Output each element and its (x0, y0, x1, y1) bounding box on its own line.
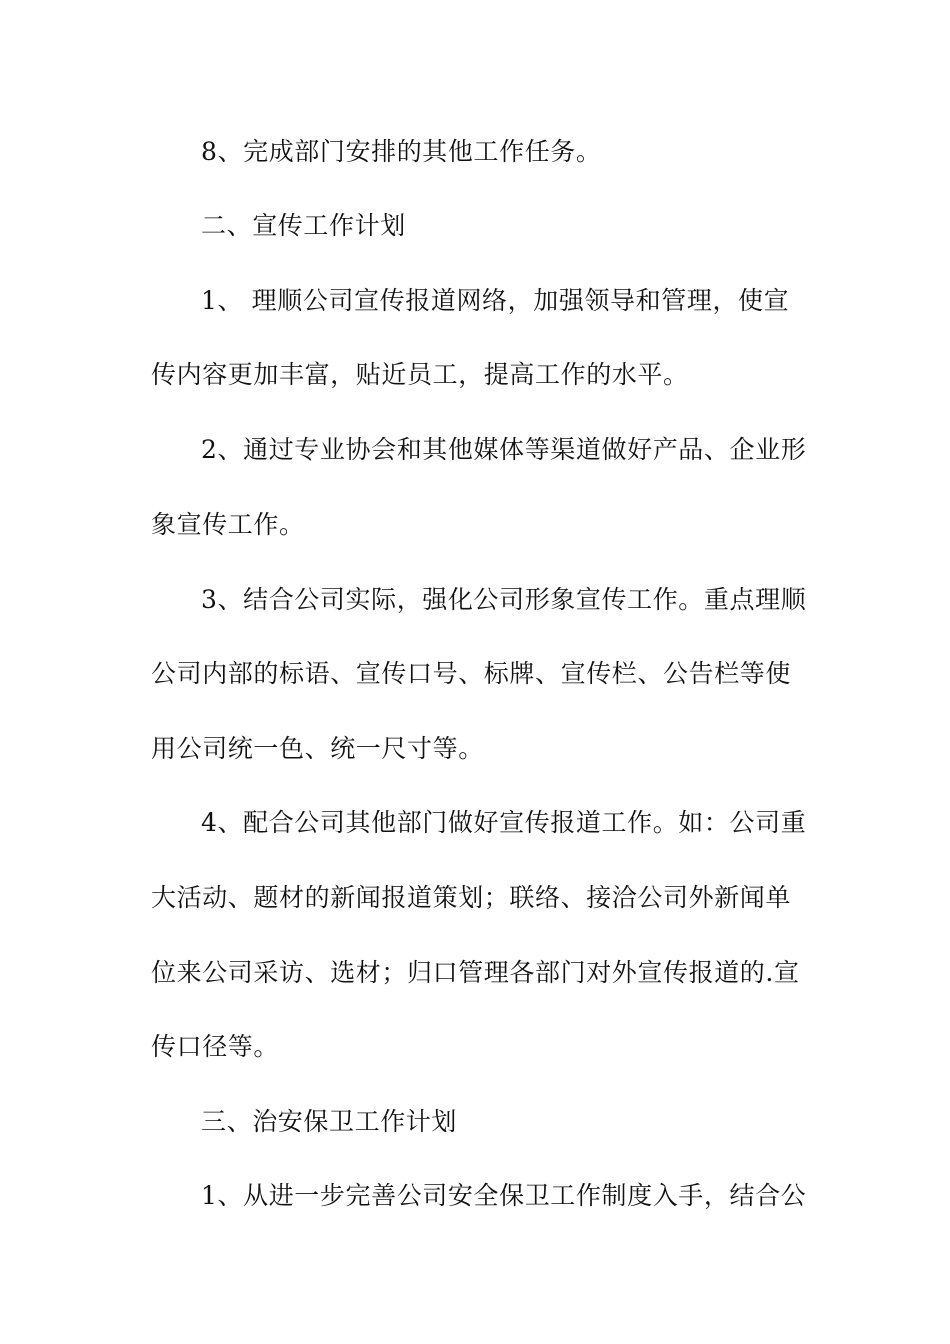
paragraph-line: 4、配合公司其他部门做好宣传报道工作。如：公司重 (201, 808, 807, 837)
paragraph-line: 传口径等。 (151, 1032, 280, 1061)
paragraph-line: 3、结合公司实际，强化公司形象宣传工作。重点理顺 (201, 585, 807, 614)
paragraph-line: 1、从进一步完善公司安全保卫工作制度入手，结合公 (201, 1181, 807, 1210)
paragraph-item-8: 8、完成部门安排的其他工作任务。 (201, 137, 602, 166)
paragraph-line: 象宣传工作。 (151, 510, 305, 539)
section-heading-security: 三、治安保卫工作计划 (201, 1107, 458, 1136)
paragraph-line: 公司内部的标语、宣传口号、标牌、宣传栏、公告栏等使 (151, 659, 792, 688)
paragraph-line: 传内容更加丰富，贴近员工，提高工作的水平。 (151, 360, 689, 389)
paragraph-line: 位来公司采访、选材；归口管理各部门对外宣传报道的.宣 (151, 958, 800, 987)
paragraph-line: 1、 理顺公司宣传报道网络，加强领导和管理，使宣 (201, 286, 790, 315)
paragraph-line: 用公司统一色、统一尺寸等。 (151, 734, 484, 763)
paragraph-line: 2、通过专业协会和其他媒体等渠道做好产品、企业形 (201, 435, 807, 464)
paragraph-line: 大活动、题材的新闻报道策划；联络、接洽公司外新闻单 (151, 883, 792, 912)
section-heading-publicity: 二、宣传工作计划 (201, 211, 406, 240)
